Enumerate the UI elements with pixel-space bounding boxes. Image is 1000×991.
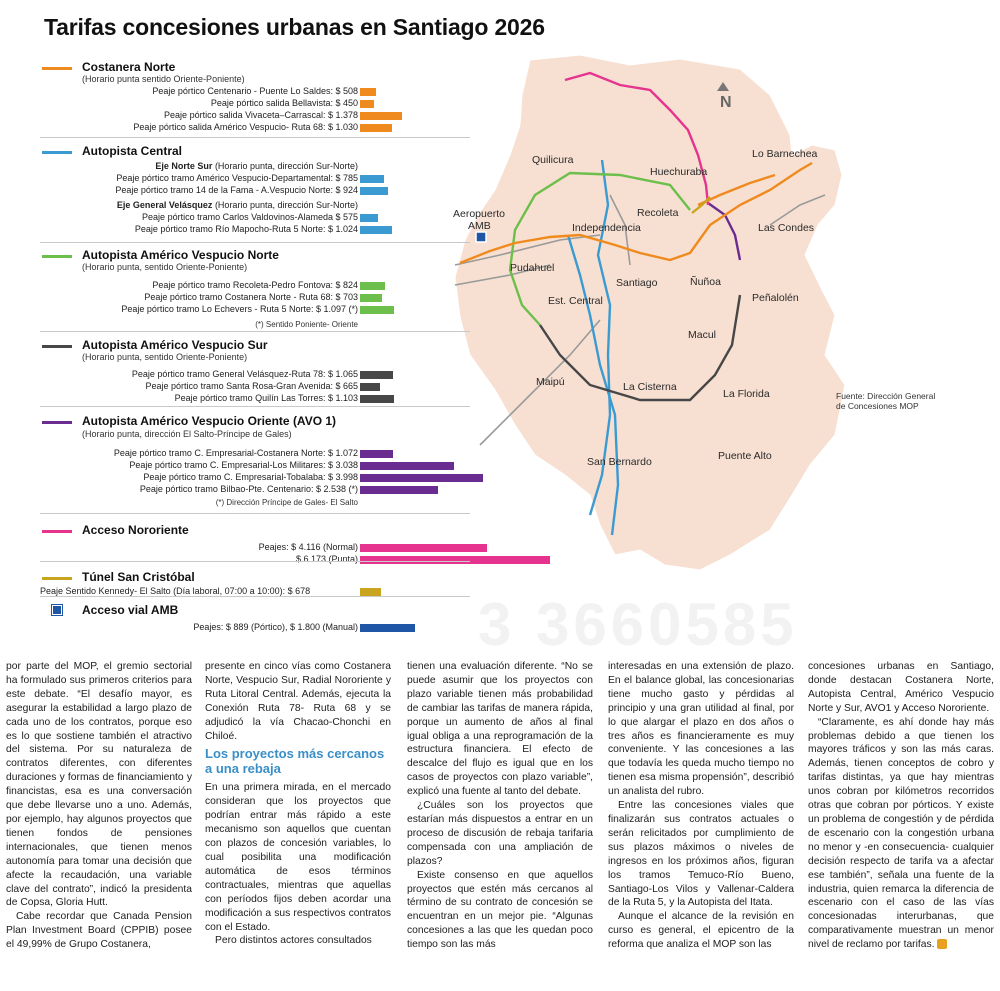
map-label-nunoa: Ñuñoa: [690, 276, 721, 288]
compass-north: N: [720, 94, 732, 111]
toll-bar: [360, 175, 384, 183]
toll-bar: [360, 124, 392, 132]
section-central: [0, 141, 560, 234]
toll-bar: [360, 486, 438, 494]
toll-label: Peaje pórtico tramo C. Empresarial-Costanera Norte: $ 1.072: [113, 448, 358, 458]
toll-bar: [360, 544, 487, 552]
toll-label: Peaje pórtico tramo Recoleta-Pedro Fontova: $ 824: [152, 280, 358, 290]
toll-bar: [360, 556, 550, 564]
section-color-line: [42, 421, 72, 424]
map-label-la-florida: La Florida: [723, 388, 770, 400]
subhead-rest: (Horario punta, dirección Sur-Norte): [212, 161, 358, 171]
watermark: 3 3660585: [478, 591, 798, 658]
subhead-rest: (Horario punta, dirección Sur-Norte): [212, 200, 358, 210]
toll-bar: [360, 282, 385, 290]
map-label-penalolen: Peñalolén: [752, 292, 799, 304]
toll-label: Peajes: $ 889 (Pórtico), $ 1.800 (Manual): [193, 622, 358, 632]
section-color-line: [42, 67, 72, 70]
section-name: Túnel San Cristóbal: [82, 570, 195, 584]
section-subhead: [155, 161, 358, 171]
toll-label: Peaje pórtico tramo C. Empresarial-Los Militares: $ 3.038: [129, 460, 358, 470]
toll-label: Peaje pórtico tramo Santa Rosa-Gran Avenida: $ 665: [145, 381, 358, 391]
toll-bar: [360, 450, 393, 458]
section-name: Acceso vial AMB: [82, 603, 179, 617]
toll-label: Peaje pórtico tramo General Velásquez-Ruta 78: $ 1.065: [131, 369, 358, 379]
article-paragraph: concesiones urbanas en Santiago, donde destacan Costanera Norte, Autopista Central, Américo Vespucio Norte y Sur, AVO1 y Acceso Nororiente.: [808, 661, 994, 714]
section-subhead: [117, 200, 358, 210]
amb-square-icon: [52, 605, 62, 615]
map-label-lo-barnechea: Lo Barnechea: [752, 148, 818, 160]
map-label-aeropuerto: Aeropuerto: [453, 208, 505, 220]
article-column-3: [407, 660, 593, 952]
toll-bar: [360, 306, 394, 314]
map-source-note: Fuente: Dirección General de Concesiones MOP: [836, 391, 936, 411]
map-label-maipu: Maipú: [536, 376, 565, 388]
section-name: Costanera Norte: [82, 60, 176, 74]
section-divider: [40, 406, 470, 407]
map-label-puente-alto: Puente Alto: [718, 450, 772, 462]
toll-label: Peaje Sentido Kennedy- El Salto (Día laboral, 07:00 a 10:00): $ 678: [40, 586, 311, 596]
toll-label: Peaje pórtico salida Américo Vespucio- Ruta 68: $ 1.030: [133, 122, 358, 132]
toll-label: Peajes: $ 4.116 (Normal): [258, 542, 358, 552]
toll-label: Peaje pórtico tramo 14 de la Fama - A.Vespucio Norte: $ 924: [115, 185, 358, 195]
toll-label: Peaje pórtico tramo Bilbao-Pte. Centenario: $ 2.538 (*): [139, 484, 358, 494]
toll-bar: [360, 383, 380, 391]
toll-label: Peaje pórtico salida Bellavista: $ 450: [210, 98, 358, 108]
section-note: (Horario punta sentido Oriente-Poniente): [82, 74, 245, 84]
toll-label: Peaje pórtico tramo Río Mapocho-Ruta 5 Norte: $ 1.024: [134, 224, 358, 234]
section-name: Autopista Américo Vespucio Oriente (AVO 1): [82, 414, 337, 428]
toll-bar: [360, 371, 393, 379]
article-paragraph: ¿Cuáles son los proyectos que estarían más dispuestos a entrar en un proceso de discusión de rebaja tarifaria compensada con una ampliación de plazos?: [407, 800, 593, 867]
article-paragraph: En una primera mirada, en el mercado consideran que los proyectos que podrían entrar más rápido a este mecanismo son aquellos que cuentan con plazos de concesión variables, lo cual posibilita una modificación automática de esos términos contractuales, mientras que aquellas con períodos fijos deben acordar una modificación a sus respectivos contratos con el Estado.: [205, 782, 391, 933]
toll-label: Peaje pórtico tramo C. Empresarial-Tobalaba: $ 3.998: [143, 472, 358, 482]
section-color-line: [42, 151, 72, 154]
article-column-5: [808, 660, 994, 952]
section-costanera: [0, 55, 560, 145]
toll-bar: [360, 624, 415, 632]
section-divider: [40, 137, 470, 138]
map-label-amb: AMB: [468, 220, 491, 232]
map-label-huechuraba: Huechuraba: [650, 166, 708, 178]
section-footnote: (*) Dirección Príncipe de Gales- El Salto: [215, 498, 358, 507]
toll-bar: [360, 588, 381, 596]
toll-label: Peaje pórtico tramo Américo Vespucio-Departamental: $ 785: [116, 173, 358, 183]
section-name: Autopista Américo Vespucio Norte: [82, 248, 279, 262]
toll-label: Peaje pórtico salida Vivaceta–Carrascal: $ 1.378: [164, 110, 358, 120]
article-column-1: [6, 660, 192, 952]
article-paragraph: Entre las concesiones viales que finalizarán sus contratos actuales o serán relicitados por cumplimiento de sus plazos máximos o niveles de ingresos en los próximos años, figuran los tramos Temuco-Río Bueno, Santiago-Los Vilos y Vallenar-Caldera de la Ruta 5, y la Autopista del Itata.: [608, 800, 794, 909]
toll-bar: [360, 462, 454, 470]
section-note: (Horario punta, sentido Oriente-Poniente): [82, 262, 248, 272]
article-paragraph: presente en cinco vías como Costanera Norte, Vespucio Sur, Radial Nororiente y Ruta Litoral Central. Además, ejecuta la Conexión Ruta 78- Ruta 68 y se adjudicó la vía Chacao-Chonchi en Chiloé.: [205, 661, 391, 742]
article-column-4: [608, 660, 794, 952]
section-avo: [0, 410, 560, 507]
map-label-santiago: Santiago: [616, 277, 658, 289]
article-paragraph: Pero distintos actores consultados: [215, 935, 372, 947]
section-divider: [40, 596, 470, 597]
map-label-macul: Macul: [688, 329, 717, 341]
article-paragraph: interesadas en una extensión de plazo. En el balance global, las concesionarias tiene mucho gasto y pérdidas al principio y una gran utilidad al final, por lo que alargar el plazo en dos años o tres años es financieramente es muy conveniente. Y las concesiones a las que todavía les queda mucho tiempo no tienen esa misma propensión”, describió un analista del rubro.: [608, 661, 794, 798]
toll-label: $ 6.173 (Punta): [295, 554, 358, 564]
toll-label: Peaje pórtico tramo Costanera Norte - Ruta 68: $ 703: [144, 292, 358, 302]
article-paragraph: por parte del MOP, el gremio sectorial ha formulado sus primeros criterios para este debate. “El desafío mayor, es asegurar la estabilidad a largo plazo de cada uno de los contratos, porque eso es lo que sostiene también el atractivo del sistema. Por su naturaleza de contratos diferentes, con diferentes duraciones y formas de financiamiento y financistas, esa es una conversación que debe llevarse uno a uno. Además, por ejemplo, hay algunos proyectos que tienen fondos de pensiones internacionales, que tienen menos autonomía para tomar una decisión que afecte la recaudación, una variable clave del contrato”, indicó la presidenta de Copsa, Gloria Hutt.: [6, 661, 192, 909]
section-footnote: (*) Sentido Poniente- Oriente: [255, 320, 358, 329]
section-color-line: [42, 255, 72, 258]
toll-bar: [360, 100, 374, 108]
toll-bar: [360, 294, 382, 302]
section-color-line: [42, 577, 72, 580]
toll-label: Peaje pórtico tramo Carlos Valdovinos-Alameda $ 575: [142, 212, 358, 222]
article-column-2: [205, 660, 391, 948]
toll-label: Peaje pórtico Centenario - Puente Lo Saldes: $ 508: [152, 86, 358, 96]
section-note: (Horario punta, sentido Oriente-Poniente): [82, 352, 248, 362]
map-label-quilicura: Quilicura: [532, 154, 574, 166]
section-divider: [40, 242, 470, 243]
map-label-recoleta: Recoleta: [637, 207, 679, 219]
section-color-line: [42, 530, 72, 533]
article-paragraph: “Claramente, es ahí donde hay más problemas debido a que tienen los mayores tráficos y son las más caras. Además, tienen conceptos de cobro y tarifas distintas, ya que hay mientras unos cobran por kilómetros recorridos otras que cobran por pórticos. Y existe un problema de congestión y de pérdida de escenario con la congestión urbana no menor y -en consecuencia- cualquier decisión respecto de tarifa va a afectar ese también”, señala una fuente de la industria, quien remarca la diferencia de escenario con el caso de las vías concesionadas interurbanas, que comparativamente muestran un menor nivel de reclamo por tarifas.: [808, 716, 994, 951]
toll-label: Peaje pórtico tramo Quilín Las Torres: $ 1.103: [174, 393, 358, 403]
subhead-bold: Eje General Velásquez: [116, 200, 213, 210]
map-label-est-central: Est. Central: [548, 295, 603, 307]
toll-bar: [360, 214, 378, 222]
toll-bar: [360, 395, 394, 403]
map-label-la-cisterna: La Cisterna: [623, 381, 677, 393]
toll-bar: [360, 226, 392, 234]
map-label-las-condes: Las Condes: [758, 222, 815, 234]
article-paragraph: tienen una evaluación diferente. “No se puede asumir que los proyectos con plazo variable tienen más probabilidad de cambiar las tarifas de manera rápida, porque un aumento de años al final igual obliga a una reprogramación de la estructura financiera. El efecto de descalce del flujo es igual que en los casos de proyectos con plazo variable”, explicó una fuente al tanto del debate.: [407, 661, 593, 798]
article-subheading: Los proyectos más cercanos a una rebaja: [205, 746, 385, 777]
map-label-san-bernardo: San Bernardo: [587, 456, 652, 468]
section-divider: [40, 561, 470, 562]
section-name: Acceso Nororiente: [82, 523, 189, 537]
map-label-independencia: Independencia: [572, 222, 641, 234]
toll-label: Peaje pórtico tramo Lo Echevers - Ruta 5 Norte: $ 1.097 (*): [121, 304, 358, 314]
article-paragraph: Aunque el alcance de la revisión en curso es general, el epicentro de la reforma que analiza el MOP son las: [608, 911, 794, 951]
section-note: (Horario punta, dirección El Salto-Príncipe de Gales): [82, 429, 292, 439]
section-divider: [40, 513, 470, 514]
end-of-article-icon: [937, 939, 947, 949]
article-paragraph: Cabe recordar que Canada Pension Plan Investment Board (CPPIB) posee el 49,99% de Grupo Costanera,: [6, 911, 192, 951]
article-body: [0, 655, 1000, 991]
section-name: Autopista Central: [82, 144, 183, 158]
toll-bar: [360, 187, 388, 195]
toll-bar: [360, 112, 402, 120]
toll-bar: [360, 474, 483, 482]
section-divider: [40, 331, 470, 332]
section-name: Autopista Américo Vespucio Sur: [82, 338, 268, 352]
section-avn: [0, 246, 560, 336]
subhead-bold: Eje Norte Sur: [155, 161, 213, 171]
section-color-line: [42, 345, 72, 348]
map-label-pudahuel: Pudahuel: [510, 262, 555, 274]
page-title: Tarifas concesiones urbanas en Santiago 2026: [44, 14, 545, 40]
article-paragraph: Existe consenso en que aquellos proyectos que estén más cercanos al término de su contrato de concesión se encuentran en un mejor pie. “Algunas concesiones a las que les quedan poco tiempo son las más: [407, 869, 593, 951]
toll-bar: [360, 88, 376, 96]
tariff-panel: [0, 55, 560, 635]
